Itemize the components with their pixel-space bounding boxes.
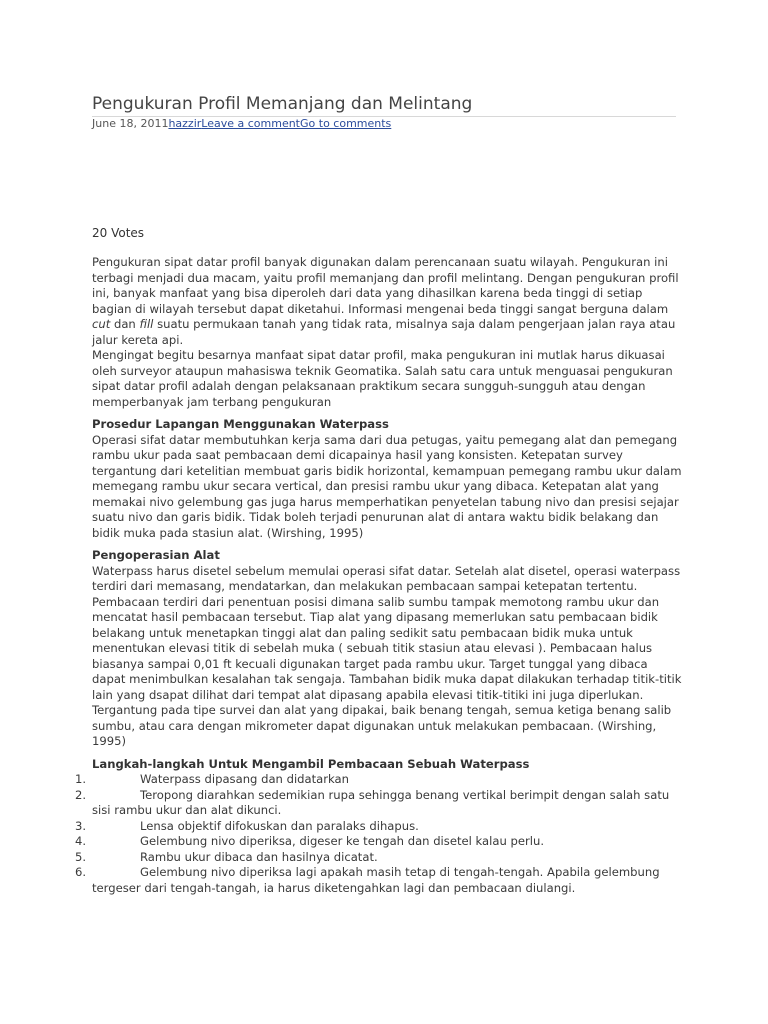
list-item-text: Teropong diarahkan sedemikian rupa sehingga benang vertikal berimpit dengan salah satu sisi rambu ukur dan alat dikunci.: [92, 787, 670, 817]
list-item-number: 1.: [74, 772, 86, 786]
list-item-number: 4.: [74, 834, 86, 848]
section-heading-steps: Langkah-langkah Untuk Mengambil Pembacaan Sebuah Waterpass: [92, 756, 530, 771]
intro-text: Pengukuran sipat datar profil banyak digunakan dalam perencanaan suatu wilayah. Pengukuran ini terbagi menjadi dua macam, yaitu profil memanjang dan profil melintang. Dengan pengukuran profil ini, banyak manfaat yang bisa diperoleh dari data yang dihasilkan karena beda tinggi di setiap bagian di wilayah tersebut dapat diketahui. Informasi mengenai beda tinggi sangat berguna dalam: [92, 255, 679, 316]
page-title: Pengukuran Profil Memanjang dan Melintang: [92, 94, 473, 114]
section-heading-procedure: Prosedur Lapangan Menggunakan Waterpass: [92, 417, 389, 431]
fill-term: fill: [139, 317, 154, 331]
cut-term: cut: [92, 317, 111, 331]
article-body: [74, 255, 682, 896]
intro-paragraph-1: [92, 255, 682, 348]
intro-text-end: suatu permukaan tanah yang tidak rata, misalnya saja dalam pengerjaan jalan raya atau jalur kereta api.: [92, 317, 676, 347]
list-item: [74, 787, 682, 819]
list-item: [74, 772, 682, 788]
list-item-text: Gelembung nivo diperiksa, digeser ke tengah dan disetel kalau perlu.: [140, 834, 545, 848]
list-item-text: Rambu ukur dibaca dan hasilnya dicatat.: [140, 849, 378, 864]
list-item-text: Lensa objektif difokuskan dan paralaks dihapus.: [140, 818, 419, 833]
list-item: [74, 865, 682, 896]
list-item-number: 2.: [74, 787, 86, 802]
list-item-number: 6.: [74, 865, 86, 879]
list-item-number: 3.: [74, 818, 86, 833]
section-heading-operation: Pengoperasian Alat: [92, 548, 220, 562]
post-date: June 18, 2011: [92, 117, 169, 130]
procedure-paragraph: Operasi sifat datar membutuhkan kerja sama dari dua petugas, yaitu pemegang alat dan pemegang rambu ukur pada saat pembacaan demi dicapainya hasil yang konsisten. Ketepatan survey tergantung dari ketelitian membuat garis bidik horizontal, kemampuan pemegang rambu ukur dalam memegang rambu ukur secara vertical, dan presisi rambu ukur yang dibaca. Ketepatan alat yang memakai nivo gelembung gas juga harus memperhatikan penyetelan tabung nivo dan presisi sejajar suatu nivo dan garis bidik. Tidak boleh terjadi penurunan alat di antara waktu bidik belakang dan bidik muka pada stasiun alat. (Wirshing, 1995): [92, 432, 682, 540]
leave-comment-link[interactable]: Leave a comment: [201, 117, 300, 130]
steps-list: [74, 772, 682, 896]
list-item-number: 5.: [74, 849, 86, 864]
byline: [92, 117, 391, 130]
intro-text-and: dan: [110, 317, 140, 331]
list-item: [74, 849, 682, 866]
go-to-comments-link[interactable]: Go to comments: [300, 117, 392, 130]
list-item: [74, 834, 682, 850]
list-item-text: Gelembung nivo diperiksa lagi apakah masih tetap di tengah-tengah. Apabila gelembung tergeser dari tengah-tangah, ia harus diketengahkan lagi dan pembacaan diulangi.: [92, 865, 660, 895]
intro-paragraph-2: Mengingat begitu besarnya manfaat sipat datar profil, maka pengukuran ini mutlak harus dikuasai oleh surveyor ataupun mahasiswa teknik Geomatika. Salah satu cara untuk menguasai pengukuran sipat datar profil adalah dengan pelaksanaan praktikum secara sungguh-sungguh atau dengan memperbanyak jam terbang pengukuran: [92, 348, 673, 409]
votes-count: 20 Votes: [92, 226, 145, 240]
list-item-text: Waterpass dipasang dan didatarkan: [140, 772, 350, 786]
operation-paragraph: Waterpass harus disetel sebelum memulai operasi sifat datar. Setelah alat disetel, operasi waterpass terdiri dari memasang, mendatarkan, dan melakukan pembacaan sampai ketepatan tertentu. Pembacaan terdiri dari penentuan posisi dimana salib sumbu tampak memotong rambu ukur dan mencatat hasil pembacaan tersebut. Tiap alat yang dipasang memerlukan satu pembacaan bidik belakang untuk menetapkan tinggi alat dan paling sedikit satu pembacaan bidik muka untuk menentukan elevasi titik di sebelah muka ( sebuah titik stasiun atau elevasi ). Pembacaan halus biasanya sampai 0,01 ft kecuali digunakan target pada rambu ukur. Target tunggal yang dibaca dapat menimbulkan kesalahan tak sengaja. Tambahan bidik muka dapat dilakukan terhadap titik-titik lain yang dsapat dilihat dari tempat alat dipasang apabila elevasi titik-titiki ini juga diperlukan. Tergantung pada tipe survei dan alat yang dipakai, baik benang tengah, semua ketiga benang salib sumbu, atau cara dengan mikrometer dapat digunakan untuk melakukan pembacaan. (Wirshing, 1995): [92, 563, 682, 748]
author-link[interactable]: hazzir: [168, 117, 202, 130]
list-item: [74, 818, 682, 835]
